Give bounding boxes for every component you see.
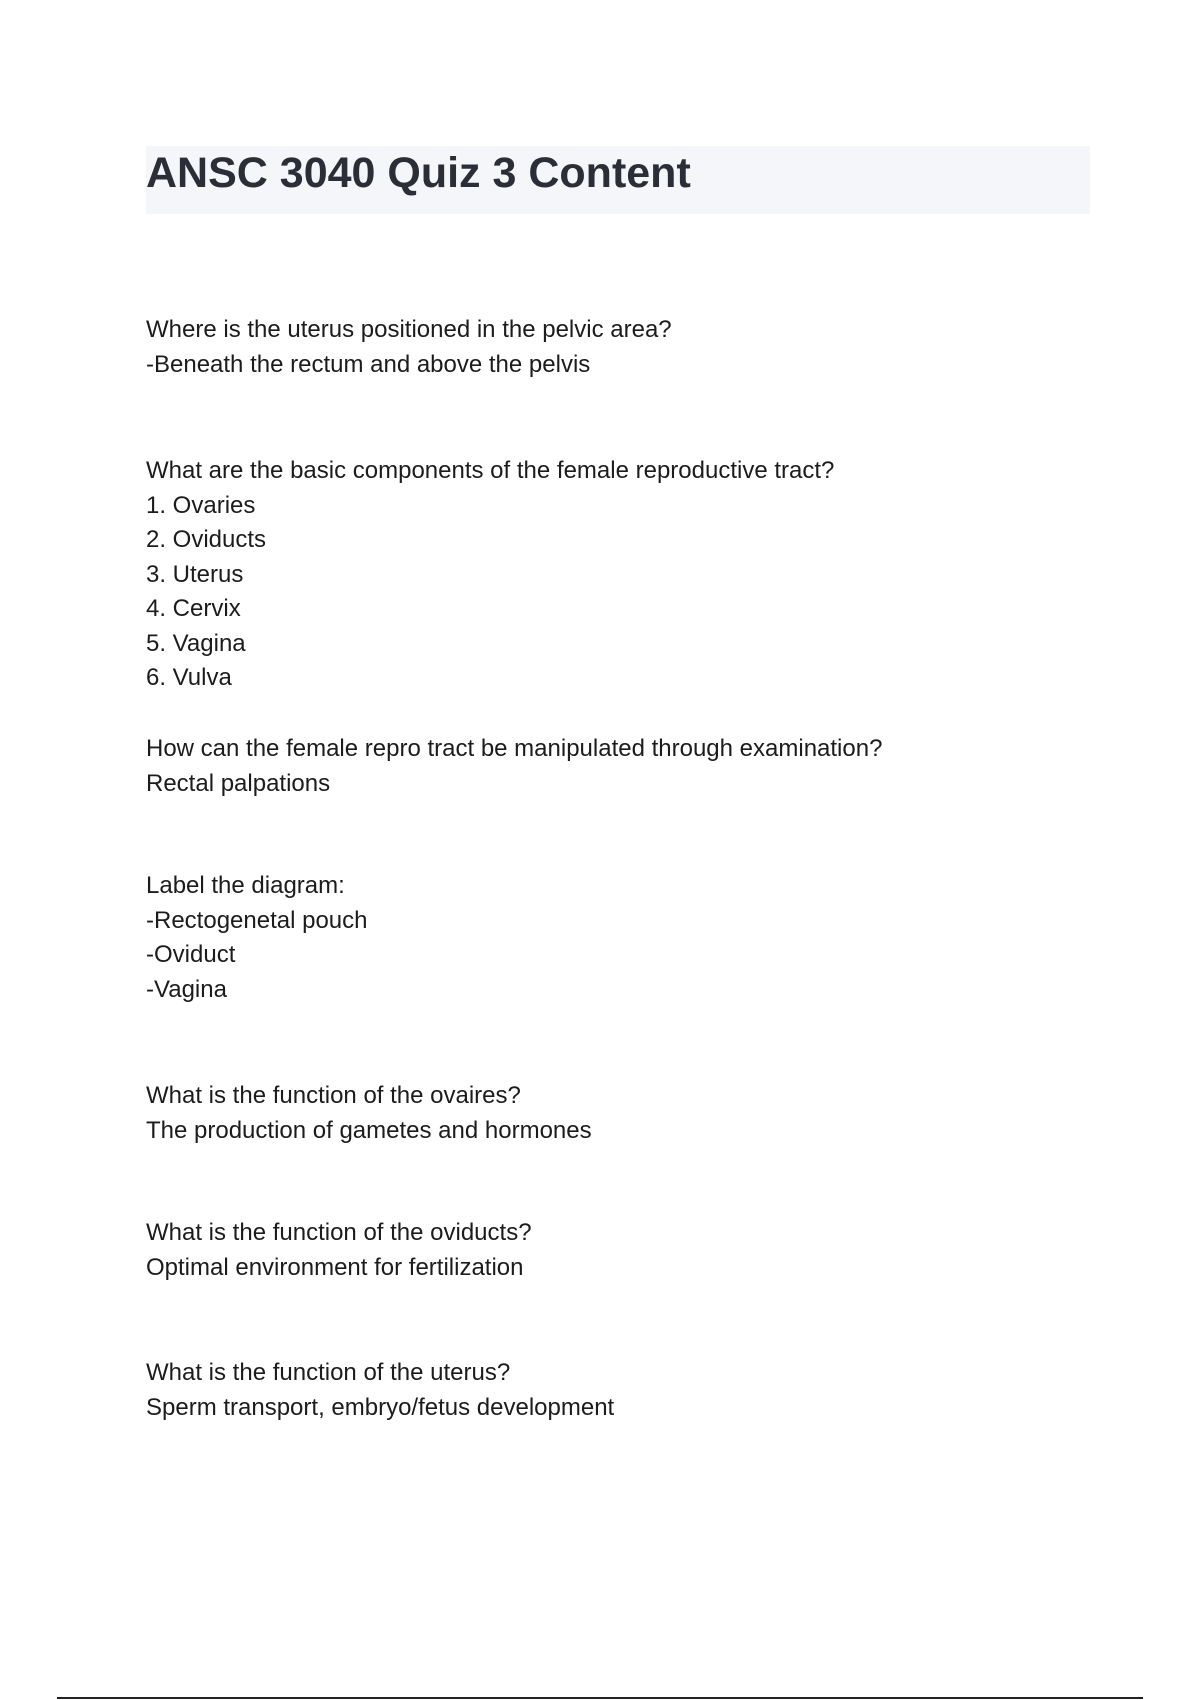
- question-text: What is the function of the oviducts?: [146, 1219, 532, 1246]
- list-item: 3. Uterus: [146, 560, 244, 588]
- qa-block-uterus-position: [146, 313, 1146, 382]
- answer-text: Sperm transport, embryo/fetus development: [146, 1393, 615, 1421]
- qa-block-reproductive-components: [146, 454, 1146, 696]
- answer-text: The production of gametes and hormones: [146, 1116, 592, 1144]
- list-item: 1. Ovaries: [146, 491, 256, 519]
- qa-block-label-diagram: [146, 869, 1146, 1007]
- qa-block-examination: [146, 732, 1146, 801]
- list-item: 5. Vagina: [146, 629, 246, 657]
- question-text: What is the function of the uterus?: [146, 1359, 511, 1386]
- answer-text: -Beneath the rectum and above the pelvis: [146, 350, 591, 378]
- answer-text: Rectal palpations: [146, 769, 331, 797]
- list-item: -Vagina: [146, 975, 227, 1003]
- list-item: -Oviduct: [146, 941, 236, 968]
- title-bar: [146, 146, 1090, 214]
- qa-block-uterus-function: [146, 1356, 1146, 1425]
- page-title: ANSC 3040 Quiz 3 Content: [146, 149, 691, 197]
- answer-text: Optimal environment for fertilization: [146, 1253, 524, 1281]
- list-item: -Rectogenetal pouch: [146, 906, 368, 934]
- list-item: 2. Oviducts: [146, 526, 267, 553]
- question-text: What is the function of the ovaires?: [146, 1082, 521, 1109]
- list-item: 4. Cervix: [146, 595, 241, 622]
- question-text: How can the female repro tract be manipulated through examination?: [146, 735, 883, 762]
- qa-block-ovaries-function: [146, 1079, 1146, 1148]
- question-text: Label the diagram:: [146, 872, 345, 899]
- page-divider: [57, 1697, 1143, 1699]
- list-item: 6. Vulva: [146, 664, 232, 691]
- question-text: What are the basic components of the female reproductive tract?: [146, 457, 835, 484]
- qa-block-oviducts-function: [146, 1216, 1146, 1285]
- question-text: Where is the uterus positioned in the pelvic area?: [146, 316, 672, 343]
